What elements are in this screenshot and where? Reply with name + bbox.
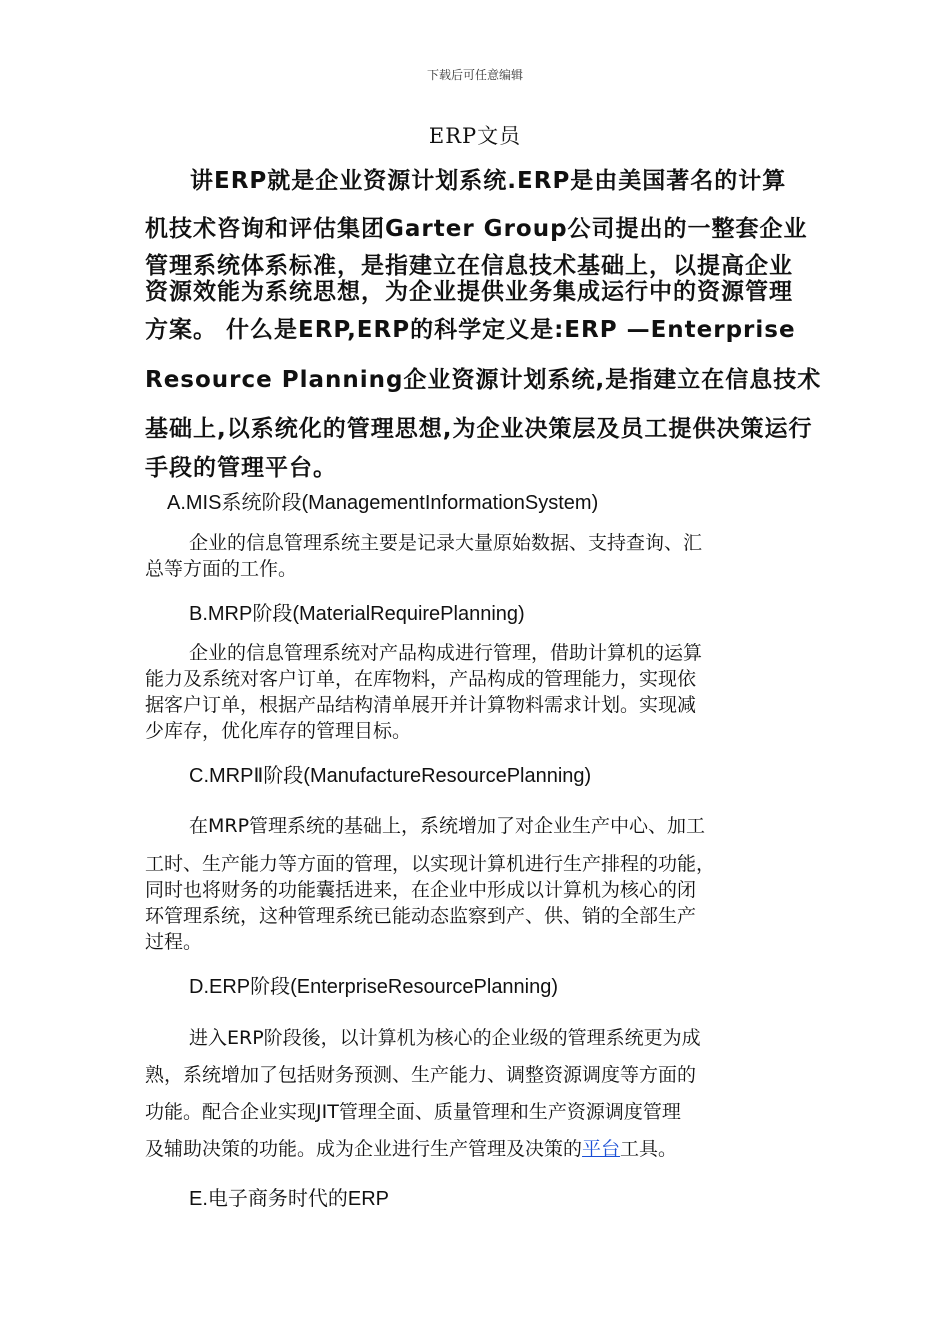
intro-line: 机技术咨询和评估集团Garter Group公司提出的一整套企业 [145, 216, 808, 242]
body-line: 企业的信息管理系统对产品构成进行管理，借助计算机的运算 [189, 642, 703, 664]
body-line: 少库存，优化库存的管理目标。 [145, 720, 412, 742]
section-c-body [145, 813, 809, 955]
section-heading-b: B.MRP阶段(MaterialRequirePlanning) [189, 603, 525, 625]
intro-line: 管理系统体系标准，是指建立在信息技术基础上，以提高企业 [145, 253, 793, 279]
body-line: 同时也将财务的功能囊括进来，在企业中形成以计算机为核心的闭 [145, 879, 697, 901]
section-a-body [145, 530, 809, 582]
intro-line: 手段的管理平台。 [145, 455, 337, 481]
intro-line: 资源效能为系统思想，为企业提供业务集成运行中的资源管理 [145, 279, 793, 305]
platform-link[interactable]: 平台 [582, 1138, 621, 1160]
section-heading-d: D.ERP阶段(EnterpriseResourcePlanning) [189, 976, 559, 998]
body-line: 过程。 [145, 931, 203, 953]
section-d-body [145, 1020, 809, 1168]
body-line: 进入ERP阶段後，以计算机为核心的企业级的管理系统更为成 [189, 1027, 701, 1049]
document-title: ERP文员 [428, 124, 522, 148]
body-line: 据客户订单，根据产品结构清单展开并计算物料需求计划。实现减 [145, 694, 697, 716]
body-line [145, 1131, 809, 1168]
intro-line: 基础上,以系统化的管理思想,为企业决策层及员工提供决策运行 [145, 416, 813, 442]
body-text: 及辅助决策的功能。成为企业进行生产管理及决策的 [145, 1138, 583, 1160]
body-line: 总等方面的工作。 [145, 558, 298, 580]
section-heading-c: C.MRPⅡ阶段(ManufactureResourcePlanning) [189, 765, 592, 787]
body-line: 功能。配合企业实现JIT管理全面、质量管理和生产资源调度管理 [145, 1101, 681, 1123]
intro-line: 讲ERP就是企业资源计划系统.ERP是由美国著名的计算 [190, 168, 787, 194]
page-header-note: 下载后可任意编辑 [426, 68, 523, 82]
body-line: 能力及系统对客户订单，在库物料，产品构成的管理能力，实现依 [145, 668, 697, 690]
section-heading-e: E.电子商务时代的ERP [189, 1188, 390, 1210]
body-line: 环管理系统，这种管理系统已能动态监察到产、供、销的全部生产 [145, 905, 697, 927]
intro-line: Resource Planning企业资源计划系统,是指建立在信息技术 [145, 367, 822, 393]
body-line: 工时、生产能力等方面的管理，以实现计算机进行生产排程的功能， [145, 853, 716, 875]
body-line: 企业的信息管理系统主要是记录大量原始数据、支持查询、汇 [189, 532, 703, 554]
body-line: 在MRP管理系统的基础上，系统增加了对企业生产中心、加工 [189, 815, 706, 837]
body-text: 工具。 [620, 1138, 678, 1160]
section-b-body [145, 640, 809, 744]
section-heading-a: A.MIS系统阶段(ManagementInformationSystem) [167, 492, 599, 514]
intro-line: 方案。 什么是ERP,ERP的科学定义是:ERP —Enterprise [145, 317, 796, 343]
body-line: 熟，系统增加了包括财务预测、生产能力、调整资源调度等方面的 [145, 1064, 697, 1086]
